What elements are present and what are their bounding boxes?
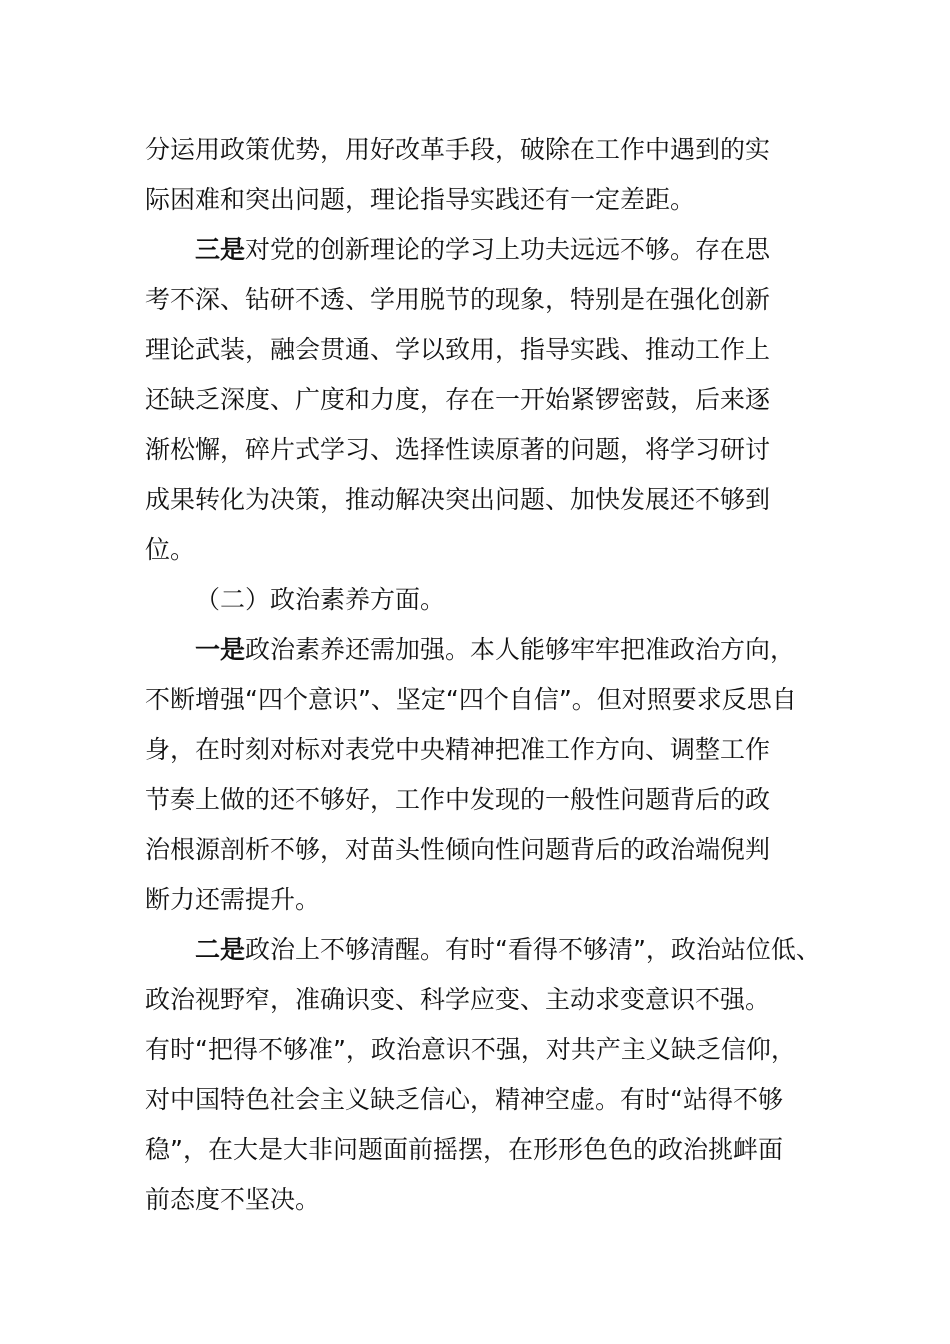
text-line: 成果转化为决策，推动解决突出问题、加快发展还不够到 xyxy=(145,485,771,514)
text-line: 前态度不坚决。 xyxy=(145,1185,321,1214)
paragraph-item-two xyxy=(195,934,821,966)
text-line: 不断增强“四个意识”、坚定“四个自信”。但对照要求反思自 xyxy=(145,685,797,714)
paragraph-lead: 二是 xyxy=(195,935,246,964)
text-line: 理论武装，融会贯通、学以致用，指导实践、推动工作上 xyxy=(145,335,771,364)
text-line: 考不深、钻研不透、学用脱节的现象，特别是在强化创新 xyxy=(145,285,771,314)
text-line: 稳”，在大是大非问题面前摇摆，在形形色色的政治挑衅面 xyxy=(145,1135,783,1164)
paragraph-text: 政治素养还需加强。本人能够牢牢把准政治方向， xyxy=(245,635,796,664)
text-line: 治根源剖析不够，对苗头性倾向性问题背后的政治端倪判 xyxy=(145,835,771,864)
paragraph-text: 政治上不够清醒。有时“看得不够清”，政治站位低、 xyxy=(245,935,821,964)
text-line: 有时“把得不够准”，政治意识不强，对共产主义缺乏信仰， xyxy=(145,1035,796,1064)
text-line: 节奏上做的还不够好，工作中发现的一般性问题背后的政 xyxy=(145,785,771,814)
paragraph-item-three xyxy=(195,234,770,266)
text-line: 渐松懈，碎片式学习、选择性读原著的问题，将学习研讨 xyxy=(145,435,771,464)
text-line: 际困难和突出问题，理论指导实践还有一定差距。 xyxy=(145,185,696,214)
text-line: 政治视野窄，准确识变、科学应变、主动求变意识不强。 xyxy=(145,985,771,1014)
section-heading: （二）政治素养方面。 xyxy=(195,585,446,614)
paragraph-lead: 三是 xyxy=(195,235,246,264)
paragraph-item-one xyxy=(195,634,795,666)
text-line: 位。 xyxy=(145,535,196,564)
text-line: 身，在时刻对标对表党中央精神把准工作方向、调整工作 xyxy=(145,735,771,764)
text-line: 分运用政策优势，用好改革手段，破除在工作中遇到的实 xyxy=(145,135,771,164)
paragraph-lead: 一是 xyxy=(195,635,246,664)
text-line: 还缺乏深度、广度和力度，存在一开始紧锣密鼓，后来逐 xyxy=(145,385,771,414)
text-line: 断力还需提升。 xyxy=(145,885,321,914)
paragraph-text: 对党的创新理论的学习上功夫远远不够。存在思 xyxy=(245,235,771,264)
text-line: 对中国特色社会主义缺乏信心，精神空虚。有时“站得不够 xyxy=(145,1085,783,1114)
